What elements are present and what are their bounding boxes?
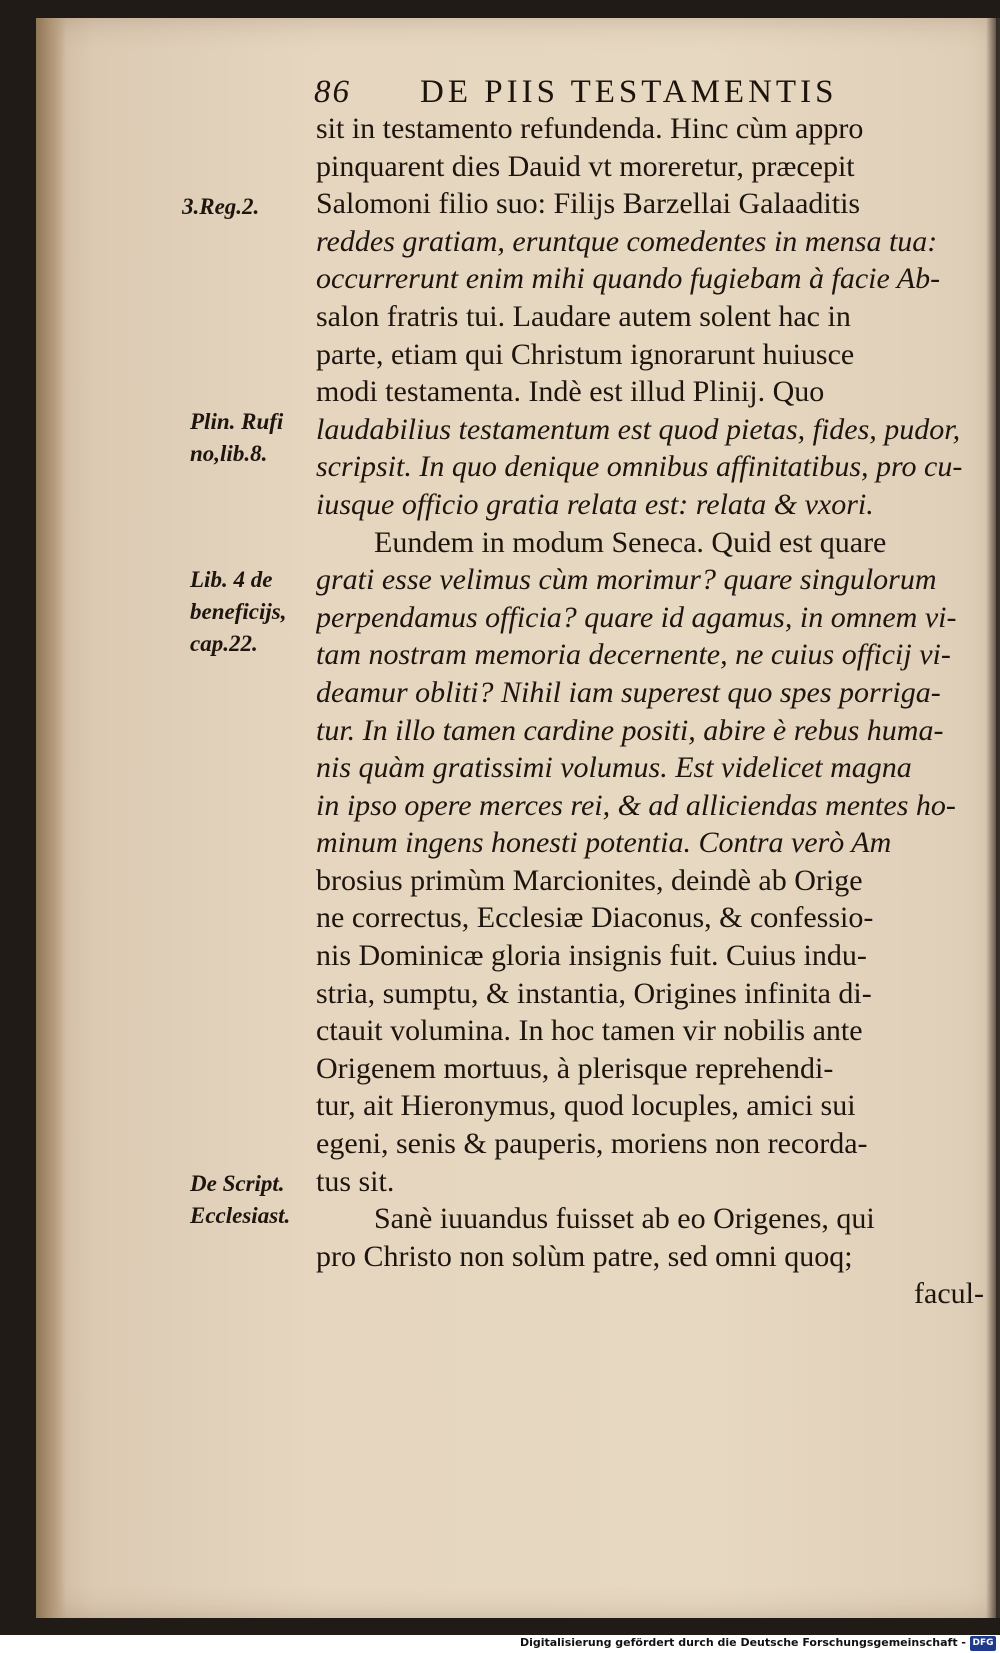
text-line: stria, sumptu, & instantia, Origines infinita di- [316,976,872,1010]
text-line: Eundem in modum Seneca. Quid est quare [374,525,887,559]
text-line: salon fratris tui. Laudare autem solent hac in [316,299,851,333]
margin-note: no,lib.8. [190,441,268,466]
running-header [314,74,984,114]
text-line: modi testamenta. Indè est illud Plinij. Quo [316,375,825,409]
text-line: iusque officio gratia relata est: relata & vxori. [316,487,874,521]
text-line: tus sit. [316,1164,395,1198]
footer-credit: Digitalisierung gefördert durch die Deutsche Forschungsgemeinschaft - [519,1636,966,1649]
text-line: grati esse velimus cùm morimur? quare singulorum [316,563,937,597]
page-number: 86 [314,74,351,110]
text-line: in ipso opere merces rei, & ad alliciendas mentes ho- [316,788,956,822]
text-line: tam nostram memoria decernente, ne cuius officij vi- [316,638,951,672]
text-line: occurrerunt enim mihi quando fugiebam à facie Ab- [316,262,941,296]
text-line: Sanè iuuandus fuisset ab eo Origenes, qui [374,1202,875,1236]
text-line: ctauit volumina. In hoc tamen vir nobilis ante [316,1014,863,1048]
text-line: parte, etiam qui Christum ignorarunt huiusce [316,337,855,371]
footer-bar [0,1635,1000,1653]
margin-note: beneficijs, [190,599,287,624]
text-line: tur, ait Hieronymus, quod locuples, amici sui [316,1089,856,1123]
body-text [316,110,984,1313]
margin-notes [0,0,320,1653]
margin-note: 3.Reg.2. [182,194,260,219]
page-right-edge [986,18,1000,1618]
dfg-logo: DFG [970,1636,996,1651]
margin-note: De Script. [190,1171,285,1196]
text-line: Origenem mortuus, à plerisque reprehendi- [316,1051,834,1085]
text-line: brosius primùm Marcionites, deindè ab Orige [316,863,863,897]
text-line: deamur obliti? Nihil iam superest quo spes porriga- [316,675,941,709]
text-line: sit in testamento refundenda. Hinc cùm appro [316,112,864,145]
margin-note: cap.22. [190,631,258,656]
text-line: ne correctus, Ecclesiæ Diaconus, & confessio- [316,901,874,935]
text-line: egeni, senis & pauperis, moriens non recorda- [316,1127,868,1161]
text-line: scripsit. In quo denique omnibus affinitatibus, pro cu- [316,450,963,484]
text-line: tur. In illo tamen cardine positi, abire è rebus huma- [316,713,944,747]
running-title: DE PIIS TESTAMENTIS [420,74,838,110]
text-line: nis Dominicæ gloria insignis fuit. Cuius indu- [316,939,867,973]
text-line: reddes gratiam, eruntque comedentes in mensa tua: [316,224,938,258]
text-line: Salomoni filio suo: Filijs Barzellai Galaaditis [316,187,861,221]
text-line: minum ingens honesti potentia. Contra verò Am [316,826,892,860]
margin-note: Plin. Rufi [190,409,284,434]
text-line: perpendamus officia? quare id agamus, in omnem vi- [316,600,957,634]
margin-note: Lib. 4 de [190,567,273,592]
text-line: laudabilius testamentum est quod pietas, fides, pudor, [316,412,961,446]
text-line: pinquarent dies Dauid vt moreretur, præcepit [316,149,855,183]
text-line: nis quàm gratissimi volumus. Est videlicet magna [316,751,912,785]
catchword: facul- [914,1277,984,1311]
margin-note: Ecclesiast. [190,1203,291,1228]
text-line: pro Christo non solùm patre, sed omni quoq; [316,1239,853,1273]
